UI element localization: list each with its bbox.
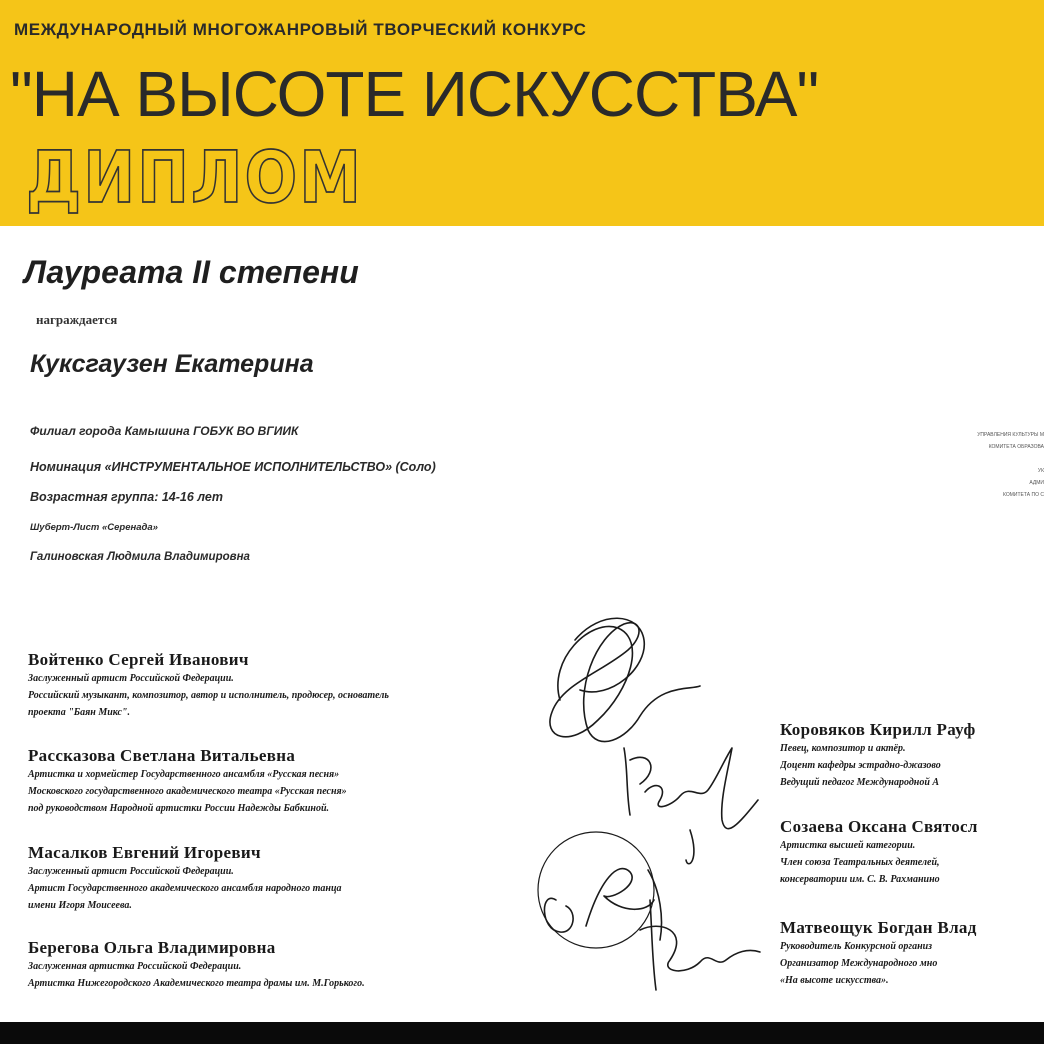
approval-stamp-text (934, 432, 1044, 504)
approval-line: УПРАВЛЕНИЯ КУЛЬТУРЫ М (977, 432, 1044, 438)
approval-line (934, 456, 1044, 468)
jury-member-desc: Заслуженная артистка Российской Федерации. (28, 961, 242, 972)
jury-member-desc: Московского государственного академического театра «Русская песня» (28, 786, 347, 797)
jury-member-name: Матвеощук Богдан Влад (780, 918, 977, 937)
jury-member-desc: Заслуженный артист Российской Федерации. (28, 866, 234, 877)
approval-line: АДМИ (1029, 480, 1044, 486)
jury-member (780, 918, 1044, 989)
jury-member-name: Берегова Ольга Владимировна (28, 938, 276, 957)
jury-member-desc: проекта "Баян Микс". (28, 707, 130, 718)
diploma-heading: ДИПЛОМ (26, 135, 363, 220)
awarded-label: награждается (36, 312, 118, 327)
jury-member-desc: Доцент кафедры эстрадно-джазово (780, 760, 941, 771)
jury-member (28, 843, 708, 914)
jury-member-desc: Заслуженный артист Российской Федерации. (28, 673, 234, 684)
awardee-name: Куксгаузен Екатерина (30, 350, 314, 378)
contest-title: "НА ВЫСОТЕ ИСКУССТВА" (10, 58, 819, 130)
jury-member-desc: Артист Государственного академического ансамбля народного танца (28, 883, 342, 894)
jury-member-name: Войтенко Сергей Иванович (28, 650, 249, 669)
jury-member-desc: Артистка и хормейстер Государственного ансамбля «Русская песня» (28, 769, 340, 780)
jury-member (28, 650, 708, 721)
jury-member (28, 938, 708, 992)
jury-member-desc: имени Игоря Моисеева. (28, 900, 132, 911)
nomination-line: Номинация «ИНСТРУМЕНТАЛЬНОЕ ИСПОЛНИТЕЛЬСТВО» (Соло) (30, 460, 436, 474)
jury-member (780, 720, 1044, 791)
institution-line: Филиал города Камышина ГОБУК ВО ВГИИК (30, 424, 299, 438)
approval-line: КОМИТЕТА ОБРАЗОВА (988, 444, 1044, 450)
teacher-line: Галиновская Людмила Владимировна (30, 551, 250, 563)
jury-member-name: Масалков Евгений Игоревич (28, 843, 261, 862)
jury-member-desc: Руководитель Конкурсной организ (780, 941, 933, 952)
jury-member-name: Созаева Оксана Святосл (780, 817, 978, 836)
jury-member-desc: Артистка высшей категории. (780, 840, 916, 851)
award-degree: Лауреата II степени (24, 254, 359, 290)
approval-line: КОМИТЕТА ПО С (1003, 492, 1044, 498)
jury-member (28, 746, 708, 817)
jury-member-desc: консерватории им. С. В. Рахманино (780, 874, 940, 885)
jury-member-desc: под руководством Народной артистки России Надежды Бабкиной. (28, 803, 330, 814)
jury-member (780, 817, 1044, 888)
jury-member-desc: Артистка Нижегородского Академического театра драмы им. М.Горького. (28, 978, 365, 989)
piece-line: Шуберт-Лист «Серенада» (30, 522, 158, 533)
jury-member-desc: «На высоте искусства». (780, 975, 889, 986)
jury-member-name: Коровяков Кирилл Рауф (780, 720, 976, 739)
bottom-bar (0, 1022, 1044, 1044)
age-group-line: Возрастная группа: 14-16 лет (30, 490, 223, 504)
jury-member-desc: Российский музыкант, композитор, автор и исполнитель, продюсер, основатель (28, 690, 389, 701)
jury-member-desc: Член союза Театральных деятелей, (780, 857, 940, 868)
diploma-header (0, 0, 1044, 226)
jury-member-desc: Певец, композитор и актёр. (780, 743, 906, 754)
jury-member-name: Рассказова Светлана Витальевна (28, 746, 296, 765)
approval-line: УК (1037, 468, 1044, 474)
jury-member-desc: Ведущий педагог Международной А (780, 777, 940, 788)
contest-subtitle: МЕЖДУНАРОДНЫЙ МНОГОЖАНРОВЫЙ ТВОРЧЕСКИЙ КОНКУРС (14, 20, 587, 39)
jury-member-desc: Организатор Международного мно (780, 958, 938, 969)
